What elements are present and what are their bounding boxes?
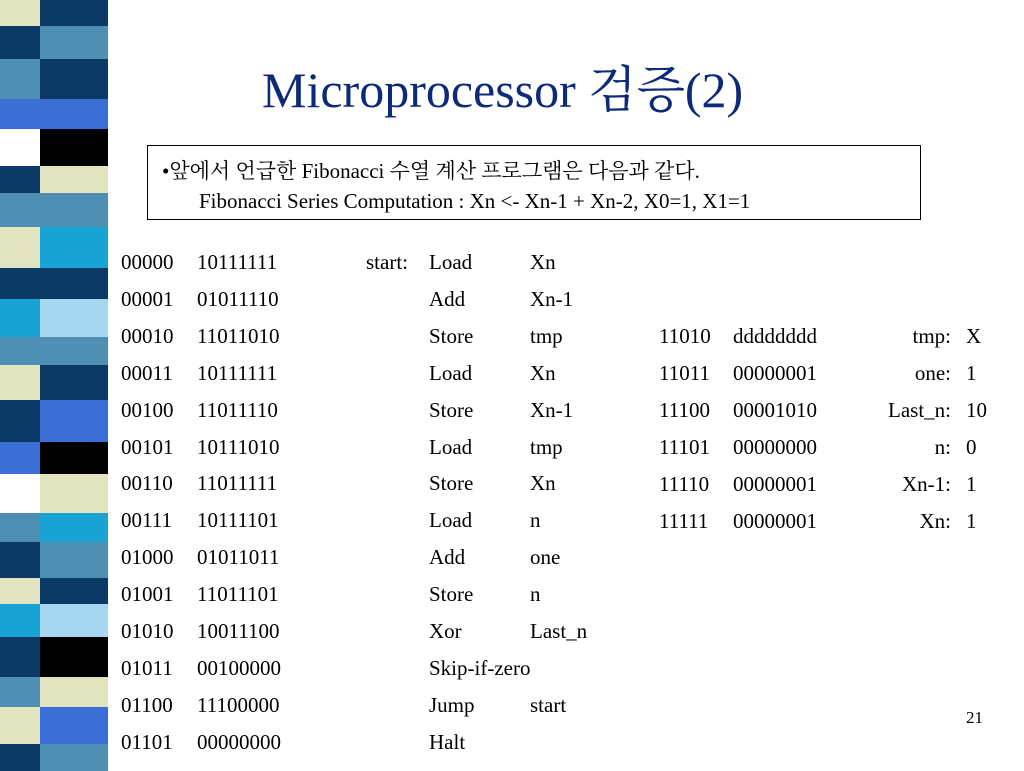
program-machine-code: 10111111: [197, 360, 278, 385]
program-machine-code: 11011110: [197, 397, 278, 422]
data-label: n:: [934, 434, 951, 459]
data-value: X: [966, 324, 982, 348]
data-label: tmp:: [912, 324, 951, 348]
program-machine-code: 00100000: [197, 655, 281, 680]
stripe-segment: [40, 59, 108, 99]
program-machine-code: 10011100: [197, 619, 280, 643]
stripe-segment: [40, 193, 108, 227]
data-label: Xn:: [919, 508, 951, 533]
data-value: 1: [966, 360, 977, 385]
program-operand: n: [530, 508, 541, 533]
data-row: [0, 470, 1024, 506]
program-opcode: Load: [429, 360, 473, 385]
program-row: [0, 248, 640, 284]
program-opcode: Store: [429, 323, 474, 348]
program-operand: n: [530, 582, 541, 607]
stripe-segment: [0, 99, 40, 129]
program-address: 00100: [121, 397, 174, 422]
program-machine-code: 01011110: [197, 286, 279, 311]
stripe-segment: [0, 193, 40, 227]
program-machine-code: 11011111: [197, 471, 278, 496]
program-operand: tmp: [530, 434, 563, 459]
program-opcode: Xor: [429, 619, 462, 643]
program-opcode: Store: [429, 397, 474, 422]
program-address: 00111: [121, 508, 172, 533]
program-address: 01010: [121, 619, 174, 643]
program-machine-code: 11100000: [197, 692, 280, 717]
stripe-segment: [0, 166, 40, 193]
program-opcode: Add: [429, 545, 466, 570]
data-machine-code: 00000001: [733, 471, 817, 496]
program-machine-code: 00000000: [197, 729, 281, 754]
program-operand: Xn: [530, 471, 556, 496]
program-address: 00010: [121, 323, 174, 348]
program-address: 00000: [121, 250, 174, 274]
stripe-segment: [40, 166, 108, 193]
data-row: [0, 433, 1024, 469]
program-address: 01001: [121, 582, 174, 607]
data-address: 11101: [659, 434, 710, 459]
program-operand: Xn: [530, 360, 556, 385]
data-machine-code: dddddddd: [733, 324, 817, 348]
program-address: 00110: [121, 471, 173, 496]
data-machine-code: 00000000: [733, 434, 817, 459]
program-row: [0, 285, 640, 321]
description-line-korean: •앞에서 언급한 Fibonacci 수열 계산 프로그램은 다음과 같다.: [162, 159, 700, 183]
data-address: 11110: [659, 471, 710, 496]
program-opcode: Jump: [429, 692, 475, 717]
program-machine-code: 11011101: [197, 582, 279, 607]
program-address: 01000: [121, 545, 174, 570]
data-address: 11011: [659, 360, 710, 385]
data-address: 11111: [659, 508, 709, 533]
page-number: 21: [966, 708, 983, 727]
program-operand: one: [530, 545, 561, 570]
data-label: Xn-1:: [902, 471, 951, 496]
program-row: [0, 654, 640, 690]
program-opcode: Load: [429, 250, 473, 274]
program-label: start:: [366, 250, 408, 274]
program-opcode: Store: [429, 471, 474, 496]
program-opcode: Add: [429, 286, 466, 311]
program-address: 01101: [121, 729, 173, 754]
program-opcode: Load: [429, 508, 473, 533]
program-opcode: Load: [429, 434, 473, 459]
program-operand: tmp: [530, 323, 563, 348]
stripe-segment: [40, 129, 108, 166]
program-operand: Last_n: [530, 619, 588, 643]
program-address: 00101: [121, 434, 174, 459]
data-row: [0, 322, 1024, 358]
program-operand: start: [530, 692, 567, 717]
data-value: 10: [966, 397, 987, 422]
stripe-segment: [0, 59, 40, 99]
data-value: 1: [966, 508, 977, 533]
program-address: 00001: [121, 286, 174, 311]
data-row: [0, 507, 1024, 543]
program-operand: Xn-1: [530, 397, 574, 422]
data-value: 1: [966, 471, 977, 496]
program-address: 01100: [121, 692, 173, 717]
data-label: Last_n:: [888, 397, 951, 422]
data-value: 0: [966, 434, 977, 459]
program-row: [0, 543, 640, 579]
program-row: [0, 728, 640, 764]
data-address: 11100: [659, 397, 710, 422]
data-machine-code: 00000001: [733, 508, 817, 533]
program-address: 01011: [121, 655, 173, 680]
program-address: 00011: [121, 360, 173, 385]
program-row: [0, 691, 640, 727]
program-machine-code: 11011010: [197, 323, 280, 348]
data-machine-code: 00001010: [733, 397, 817, 422]
data-row: [0, 359, 1024, 395]
description-line-formula: Fibonacci Series Computation : Xn <- Xn-1 + Xn-2, X0=1, X1=1: [199, 189, 751, 213]
description-box: [147, 145, 921, 220]
program-row: [0, 617, 640, 653]
data-address: 11010: [659, 324, 711, 348]
slide-title: Microprocessor 검증(2): [262, 62, 744, 118]
program-machine-code: 10111010: [197, 434, 280, 459]
program-machine-code: 01011011: [197, 545, 280, 570]
stripe-segment: [40, 99, 108, 129]
data-machine-code: 00000001: [733, 360, 817, 385]
program-opcode: Skip-if-zero: [429, 655, 531, 680]
program-machine-code: 10111101: [197, 508, 279, 533]
stripe-segment: [0, 26, 40, 59]
data-row: [0, 396, 1024, 432]
program-row: [0, 580, 640, 616]
program-machine-code: 10111111: [197, 250, 278, 274]
program-opcode: Halt: [429, 729, 466, 754]
data-label: one:: [914, 360, 951, 385]
stripe-segment: [0, 0, 40, 26]
stripe-segment: [40, 0, 108, 26]
program-operand: Xn-1: [530, 286, 574, 311]
stripe-segment: [40, 26, 108, 59]
stripe-segment: [0, 129, 40, 166]
program-operand: Xn: [530, 250, 556, 274]
program-opcode: Store: [429, 582, 474, 607]
